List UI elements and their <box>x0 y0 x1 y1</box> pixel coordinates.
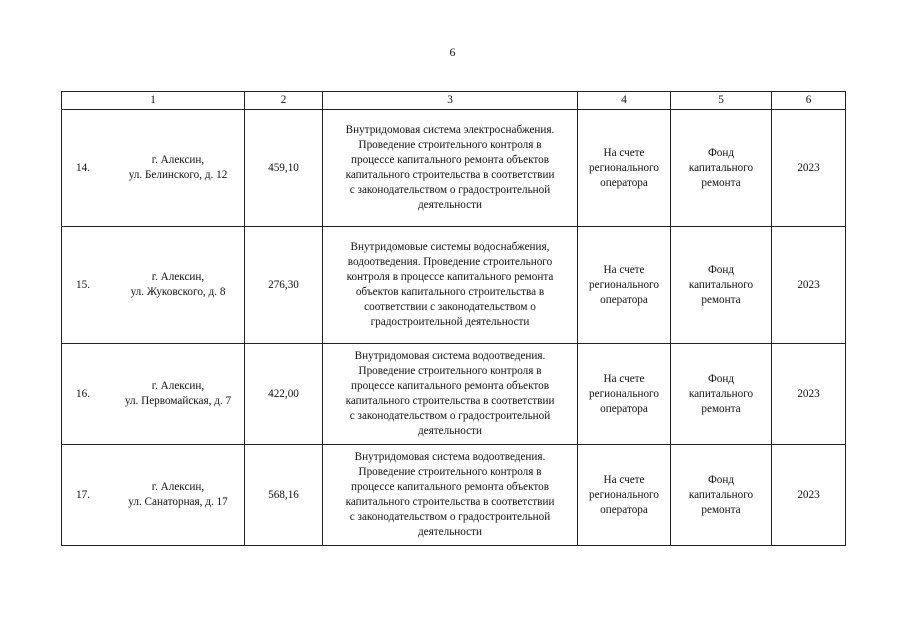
text-line: соответствии с законодательством о <box>364 301 536 313</box>
text-line: оператора <box>600 402 648 415</box>
address <box>116 379 244 409</box>
text-line: Проведение строительного контроля в <box>358 466 542 478</box>
text-line: деятельности <box>417 526 483 538</box>
area-cell: 459,10 <box>245 110 323 227</box>
table-row <box>62 110 846 227</box>
source-cell <box>671 344 772 445</box>
work-description <box>323 349 577 439</box>
table-row <box>62 344 846 445</box>
payment-account <box>578 146 670 191</box>
text-line: Внутридомовая система электроснабжения. <box>345 124 555 136</box>
text-line: регионального <box>589 161 659 174</box>
table-row <box>62 445 846 546</box>
address-street: ул. Белинского, д. 12 <box>128 169 228 181</box>
year-cell: 2023 <box>772 344 846 445</box>
text-line: капитального строительства в соответствии <box>345 169 555 181</box>
text-line: капитального <box>688 278 754 291</box>
address-street: ул. Санаторная, д. 17 <box>128 496 228 508</box>
funding-source <box>671 372 771 417</box>
source-cell <box>671 227 772 344</box>
funding-source <box>671 263 771 308</box>
text-line: ремонта <box>701 176 741 189</box>
text-line: На счете <box>603 372 645 385</box>
payment-cell <box>578 110 671 227</box>
payment-cell <box>578 344 671 445</box>
text-line: оператора <box>600 176 648 189</box>
address-city: г. Алексин, <box>151 271 205 283</box>
source-cell <box>671 110 772 227</box>
column-header: 4 <box>578 92 671 110</box>
text-line: ремонта <box>701 402 741 415</box>
column-header: 1 <box>62 92 245 110</box>
table-header-row <box>62 92 846 110</box>
text-line: Проведение строительного контроля в <box>358 139 542 151</box>
text-line: Фонд <box>707 263 735 276</box>
work-description <box>323 123 577 213</box>
text-line: с законодательством о градостроительной <box>349 184 551 196</box>
address-street: ул. Первомайская, д. 7 <box>124 395 232 407</box>
text-line: оператора <box>600 503 648 516</box>
payment-cell <box>578 227 671 344</box>
text-line: На счете <box>603 146 645 159</box>
area-cell: 276,30 <box>245 227 323 344</box>
source-cell <box>671 445 772 546</box>
address-city: г. Алексин, <box>151 154 205 166</box>
year-cell: 2023 <box>772 227 846 344</box>
column-header: 3 <box>323 92 578 110</box>
year-cell: 2023 <box>772 110 846 227</box>
address-city: г. Алексин, <box>151 380 205 392</box>
payment-account <box>578 473 670 518</box>
work-description <box>323 450 577 540</box>
text-line: с законодательством о градостроительной <box>349 410 551 422</box>
address-city: г. Алексин, <box>151 481 205 493</box>
text-line: капитального строительства в соответствии <box>345 496 555 508</box>
text-line: На счете <box>603 473 645 486</box>
address-cell <box>62 344 245 445</box>
payment-account <box>578 372 670 417</box>
funding-source <box>671 473 771 518</box>
text-line: Фонд <box>707 473 735 486</box>
column-header: 2 <box>245 92 323 110</box>
text-line: регионального <box>589 278 659 291</box>
text-line: капитального строительства в соответствии <box>345 395 555 407</box>
text-line: регионального <box>589 387 659 400</box>
work-description <box>323 240 577 330</box>
address <box>116 153 244 183</box>
row-number: 17. <box>76 488 90 501</box>
payment-account <box>578 263 670 308</box>
text-line: капитального <box>688 488 754 501</box>
page-number: 6 <box>449 45 456 59</box>
text-line: Проведение строительного контроля в <box>358 365 542 377</box>
text-line: оператора <box>600 293 648 306</box>
text-line: ремонта <box>701 293 741 306</box>
address-cell <box>62 445 245 546</box>
text-line: На счете <box>603 263 645 276</box>
text-line: процессе капитального ремонта объектов <box>350 380 550 392</box>
row-number: 15. <box>76 278 90 291</box>
text-line: контроля в процессе капитального ремонта <box>346 271 554 283</box>
address <box>116 270 244 300</box>
text-line: процессе капитального ремонта объектов <box>350 154 550 166</box>
work-cell <box>323 445 578 546</box>
area-cell: 422,00 <box>245 344 323 445</box>
text-line: капитального <box>688 161 754 174</box>
text-line: объектов капитального строительства в <box>355 286 545 298</box>
text-line: регионального <box>589 488 659 501</box>
address-street: ул. Жуковского, д. 8 <box>130 286 226 298</box>
column-header: 6 <box>772 92 846 110</box>
work-cell <box>323 344 578 445</box>
table-row <box>62 227 846 344</box>
text-line: Внутридомовые системы водоснабжения, <box>350 241 550 253</box>
work-cell <box>323 227 578 344</box>
address-cell <box>62 110 245 227</box>
text-line: Фонд <box>707 372 735 385</box>
text-line: с законодательством о градостроительной <box>349 511 551 523</box>
text-line: градостроительной деятельности <box>370 316 530 328</box>
row-number: 14. <box>76 161 90 174</box>
text-line: Внутридомовая система водоотведения. <box>354 350 546 362</box>
address <box>116 480 244 510</box>
year-cell: 2023 <box>772 445 846 546</box>
text-line: деятельности <box>417 199 483 211</box>
text-line: водоотведения. Проведение строительного <box>347 256 553 268</box>
text-line: капитального <box>688 387 754 400</box>
work-cell <box>323 110 578 227</box>
text-line: Фонд <box>707 146 735 159</box>
address-cell <box>62 227 245 344</box>
funding-source <box>671 146 771 191</box>
area-cell: 568,16 <box>245 445 323 546</box>
text-line: Внутридомовая система водоотведения. <box>354 451 546 463</box>
column-header: 5 <box>671 92 772 110</box>
works-table <box>61 91 846 546</box>
text-line: деятельности <box>417 425 483 437</box>
text-line: ремонта <box>701 503 741 516</box>
text-line: процессе капитального ремонта объектов <box>350 481 550 493</box>
payment-cell <box>578 445 671 546</box>
row-number: 16. <box>76 387 90 400</box>
